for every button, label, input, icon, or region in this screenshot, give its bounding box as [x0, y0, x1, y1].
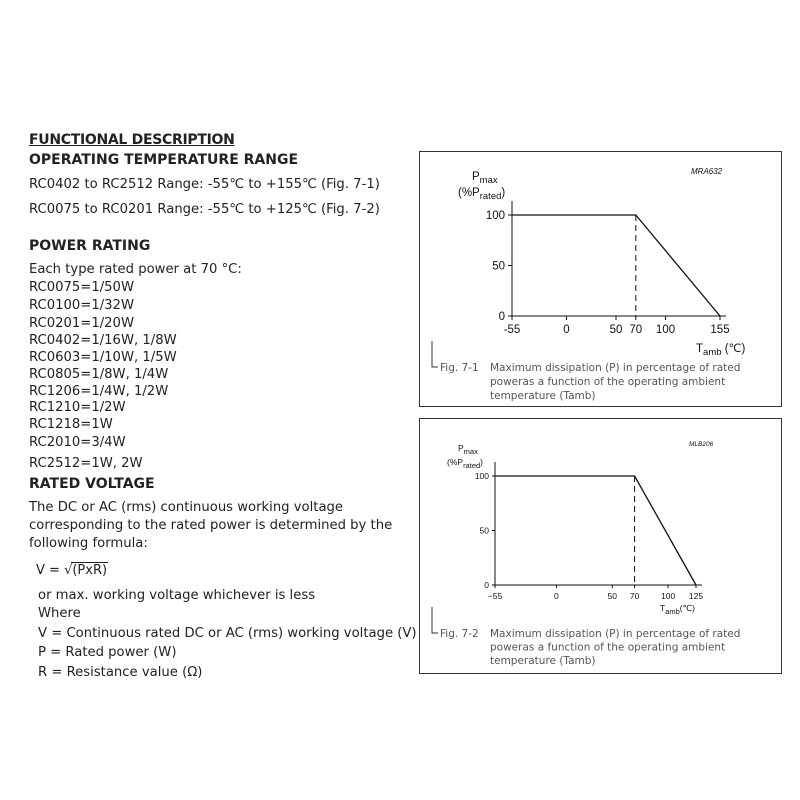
x-tick-label: 0 — [563, 324, 570, 336]
y-tick-label: 0 — [484, 579, 489, 590]
power-heading: POWER RATING — [29, 238, 151, 254]
x-tick-label: 50 — [609, 324, 623, 336]
power-item: RC1218=1W — [29, 417, 113, 432]
x-tick-label: 70 — [629, 591, 640, 601]
derating-curve — [495, 476, 696, 585]
x-axis-label: $T_{amb}$ (℃) — [696, 343, 746, 358]
op-temp-line-1: RC0402 to RC2512 Range: -55℃ to +155℃ (Fig. 7-1) — [29, 177, 380, 192]
x-tick-label: 125 — [688, 591, 704, 601]
power-item: RC0100=1/32W — [29, 298, 134, 313]
figure-caption-line: poweras a function of the operating ambient — [490, 376, 726, 388]
power-item: RC0201=1/20W — [29, 316, 134, 331]
sqrt-symbol: √ — [64, 563, 73, 578]
chart-code-label: MRA632 — [691, 167, 723, 176]
x-tick-label: 50 — [607, 591, 617, 601]
figure-label: Fig. 7-1 — [440, 362, 479, 374]
y-axis-unit-label: (%Prated) — [447, 457, 484, 470]
power-item: RC2010=3/4W — [29, 435, 126, 450]
x-tick-label: 70 — [629, 324, 643, 336]
voltage-para-line: following formula: — [29, 536, 148, 551]
y-tick-label: 50 — [479, 525, 489, 536]
y-tick-label: 100 — [485, 210, 505, 223]
power-item: RC1210=1/2W — [29, 400, 126, 415]
x-tick-label: 100 — [660, 591, 676, 601]
y-axis-label: $P_{max}$ — [472, 171, 498, 186]
op-temp-line-2: RC0075 to RC0201 Range: -55℃ to +125℃ (Fig. 7-2) — [29, 202, 380, 217]
caption-bracket — [432, 341, 438, 367]
y-axis-unit-label: $(\%P_{rated})$ — [458, 187, 506, 202]
voltage-after-line: R = Resistance value (Ω) — [38, 665, 203, 680]
figure-caption-line: poweras a function of the operating ambient — [490, 641, 726, 654]
section-title: FUNCTIONAL DESCRIPTION — [29, 132, 235, 148]
power-item: RC0075=1/50W — [29, 280, 134, 295]
figure-7-1 — [419, 151, 782, 407]
derating-curve — [512, 215, 720, 316]
y-axis-label: Pmax — [458, 443, 478, 456]
voltage-after-line: or max. working voltage whichever is less — [38, 588, 316, 603]
x-tick-label: 100 — [655, 324, 676, 336]
figure-caption-line: temperature (Tamb) — [490, 390, 596, 402]
power-item: RC0402=1/16W, 1/8W — [29, 333, 177, 348]
power-intro: Each type rated power at 70 °C: — [29, 262, 242, 277]
voltage-para-line: corresponding to the rated power is determined by the — [29, 518, 393, 533]
x-axis-label: Tamb(℃) — [660, 603, 696, 616]
x-tick-label: 155 — [710, 324, 730, 336]
figure-label: Fig. 7-2 — [440, 628, 479, 640]
y-tick-label: 100 — [474, 470, 489, 481]
voltage-para-line: The DC or AC (rms) continuous working voltage — [29, 500, 344, 515]
chart-code-label: MLB206 — [689, 441, 714, 448]
figure-caption-line: Maximum dissipation (P) in percentage of rated — [490, 628, 741, 640]
derating-chart-7-1 — [420, 152, 781, 406]
formula-lhs: V = — [36, 563, 65, 578]
voltage-heading: RATED VOLTAGE — [29, 476, 155, 492]
power-item: RC0603=1/10W, 1/5W — [29, 350, 177, 365]
y-tick-label: 0 — [498, 311, 505, 324]
x-tick-label: 0 — [554, 591, 559, 601]
figure-caption-line: Maximum dissipation (P) in percentage of rated — [490, 362, 741, 374]
y-tick-label: 50 — [492, 260, 505, 273]
figure-caption-line: temperature (Tamb) — [490, 655, 596, 667]
power-item: RC2512=1W, 2W — [29, 456, 143, 471]
voltage-after-line: P = Rated power (W) — [38, 645, 177, 660]
x-tick-label: -55 — [503, 324, 521, 336]
figure-7-2 — [419, 418, 782, 674]
voltage-after-line: V = Continuous rated DC or AC (rms) working voltage (V) — [38, 626, 417, 641]
voltage-formula — [36, 562, 108, 578]
caption-bracket — [432, 607, 438, 633]
derating-chart-7-2 — [420, 419, 781, 673]
power-item: RC0805=1/8W, 1/4W — [29, 367, 169, 382]
x-tick-label: −55 — [487, 591, 503, 601]
formula-arg: (PxR) — [72, 563, 108, 578]
voltage-after-line: Where — [38, 606, 81, 621]
power-item: RC1206=1/4W, 1/2W — [29, 384, 169, 399]
op-temp-heading: OPERATING TEMPERATURE RANGE — [29, 152, 299, 168]
